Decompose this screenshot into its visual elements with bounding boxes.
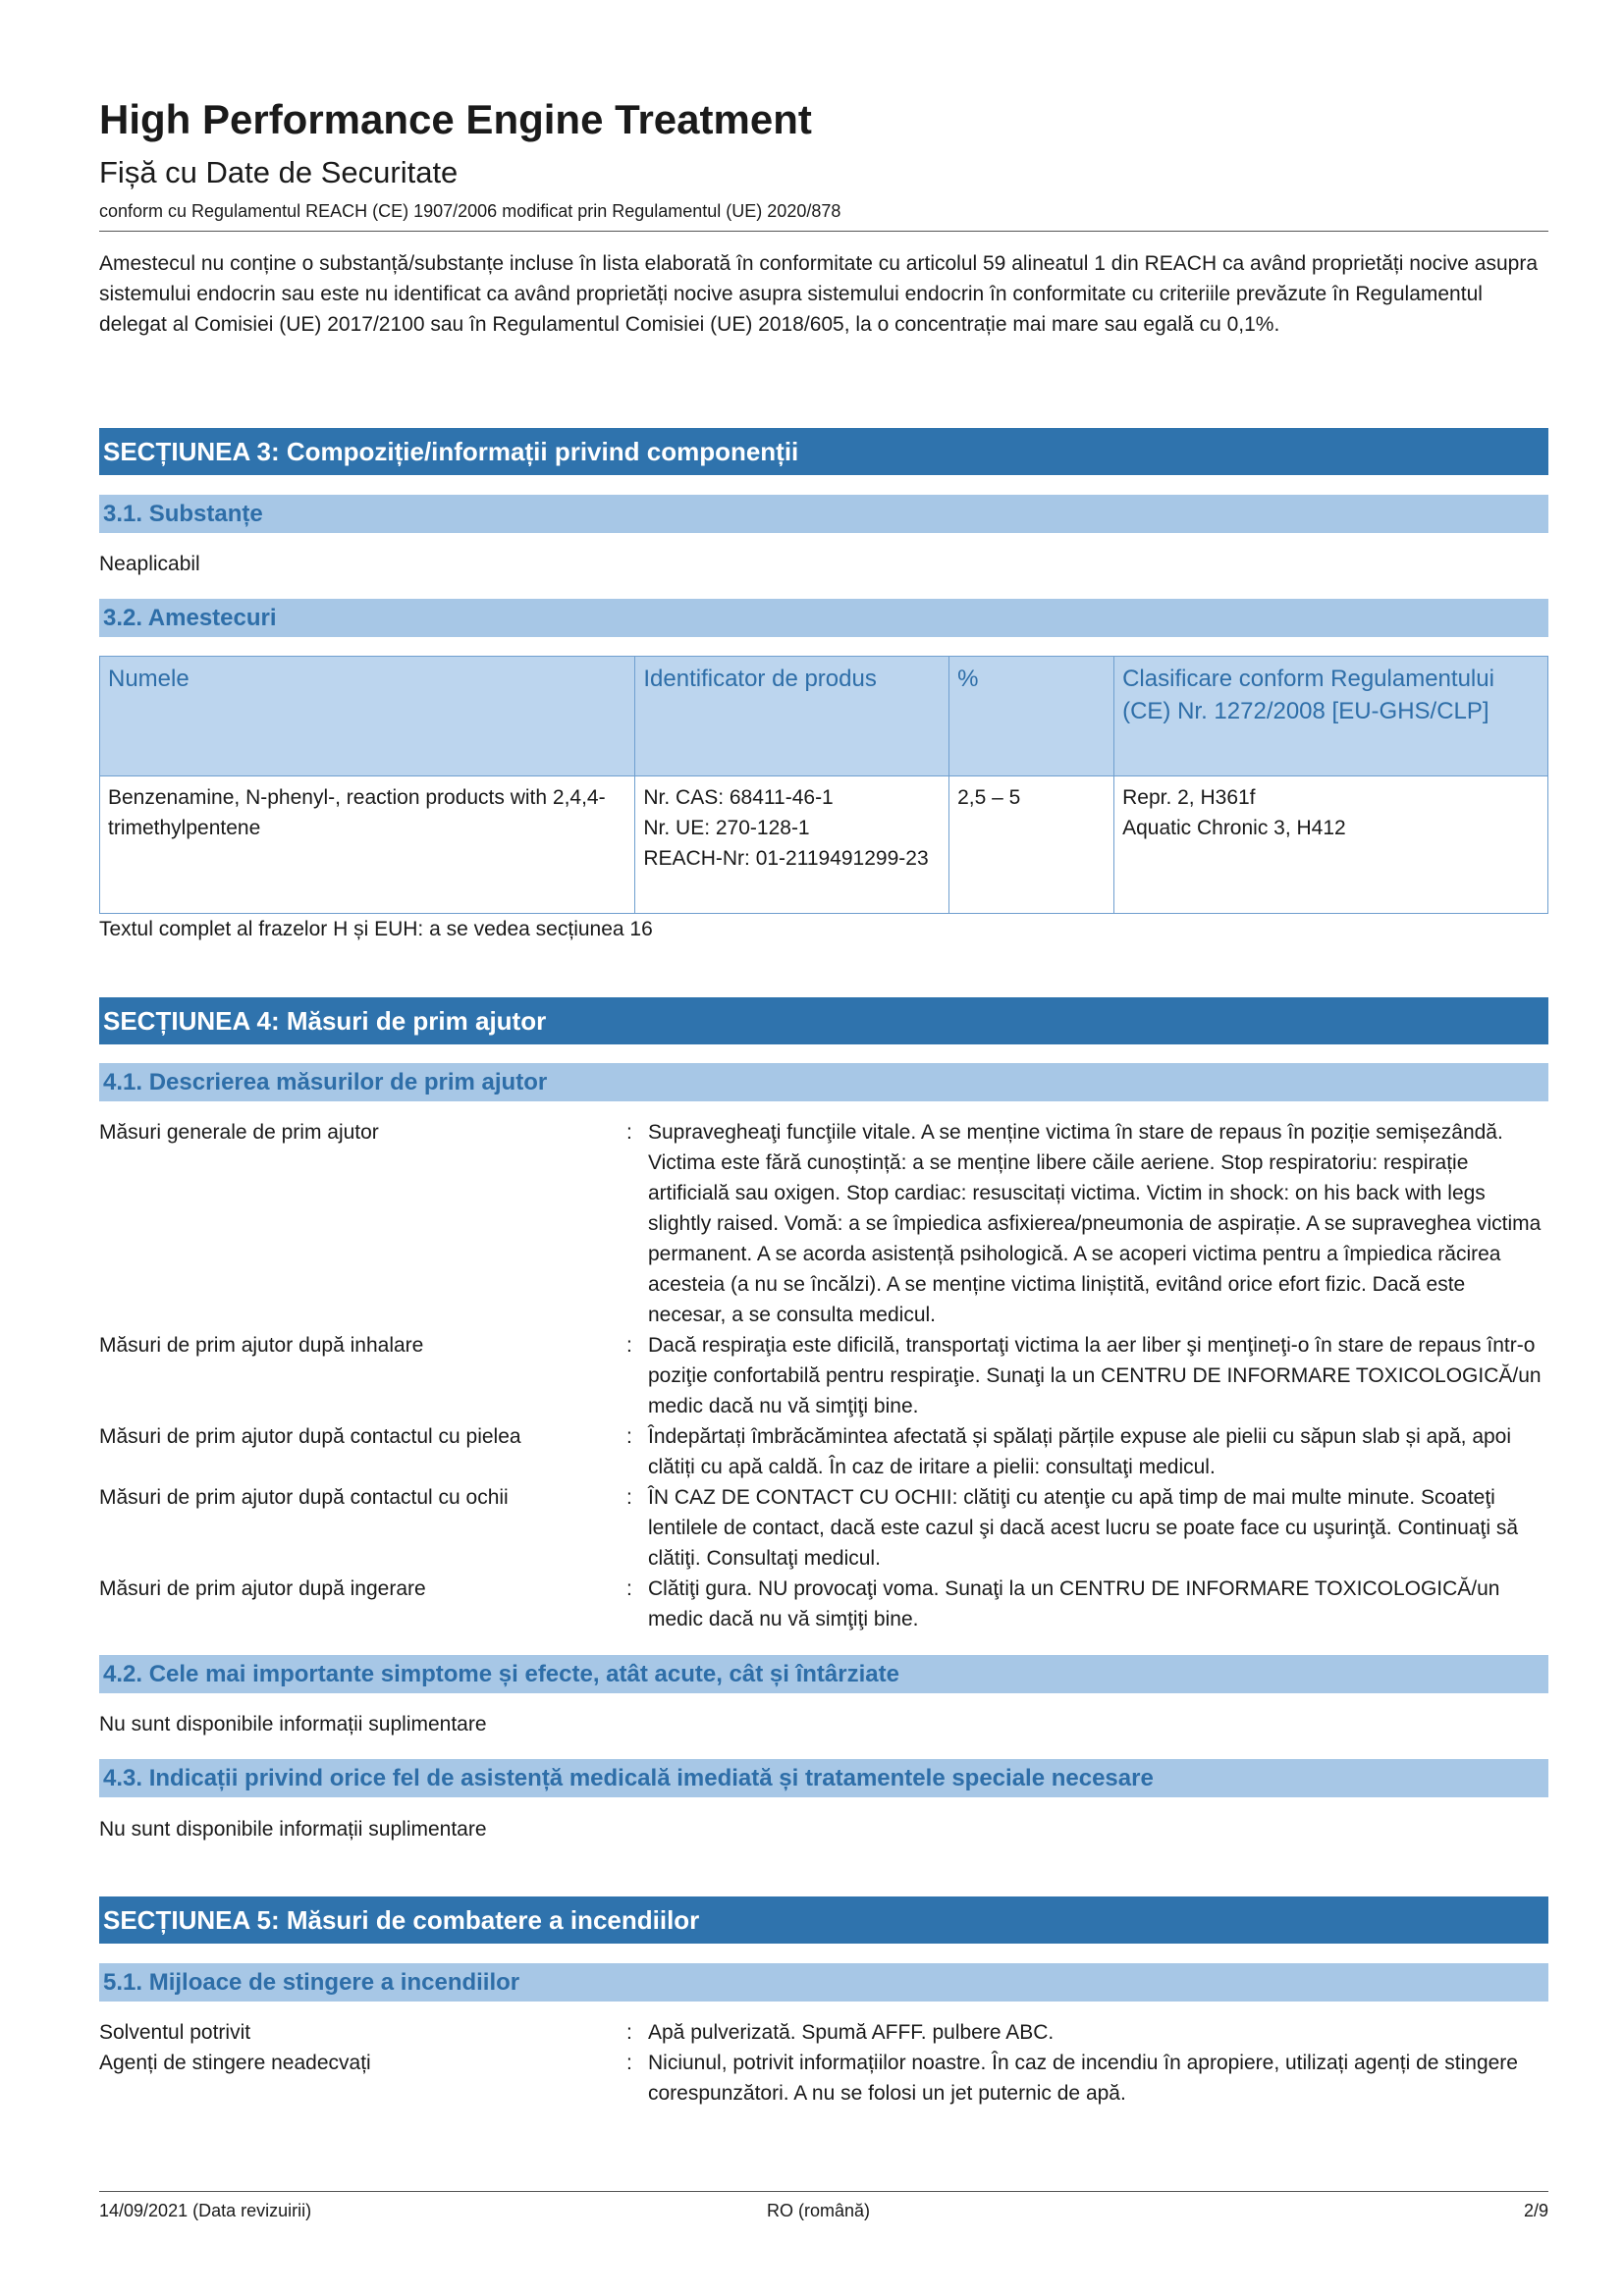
subsection-4-3-text: Nu sunt disponibile informații suplimentare: [99, 1818, 487, 1841]
separator: :: [626, 1121, 632, 1144]
item-label: Măsuri de prim ajutor după ingerare: [99, 1577, 426, 1600]
item-label: Solventul potrivit: [99, 2021, 251, 2044]
item-value: Niciunul, potrivit informațiilor noastre. În caz de incendiu în apropiere, utilizați agenți de stingere corespunzători. A nu se folosi un jet puternic de apă.: [648, 2052, 1518, 2105]
header-divider: [99, 231, 1548, 232]
regulation-reference: conform cu Regulamentul REACH (CE) 1907/2006 modificat prin Regulamentul (UE) 2020/878: [99, 201, 841, 221]
separator: :: [626, 1486, 632, 1509]
cell-substance-name: Benzenamine, N-phenyl-, reaction products with 2,4,4-trimethylpentene: [100, 776, 635, 914]
page-number: 2/9: [1523, 2201, 1548, 2220]
separator: :: [626, 2052, 632, 2074]
classification-line: Repr. 2, H361f: [1122, 786, 1256, 809]
subsection-4-1-heading: 4.1. Descrierea măsurilor de prim ajutor: [99, 1063, 1548, 1101]
item-value: Apă pulverizată. Spumă AFFF. pulbere ABC.: [648, 2021, 1055, 2044]
column-header-name: Numele: [100, 657, 635, 776]
column-header-percent: %: [949, 657, 1114, 776]
footer-divider: [99, 2191, 1548, 2192]
separator: :: [626, 2021, 632, 2044]
cas-number: Nr. CAS: 68411-46-1: [643, 786, 834, 809]
reach-number: REACH-Nr: 01-2119491299-23: [643, 847, 929, 870]
section-3-heading: SECȚIUNEA 3: Compoziție/informații privind componenții: [99, 428, 1548, 475]
item-value: ÎN CAZ DE CONTACT CU OCHII: clătiţi cu atenţie cu apă timp de mai multe minute. Scoateţi lentilele de contact, dacă este cazul şi dacă acest lucru se poate face cu uşurinţă. Continuaţi să clătiţi. Consultaţi medicul.: [648, 1486, 1519, 1570]
subsection-5-1-heading: 5.1. Mijloace de stingere a incendiilor: [99, 1963, 1548, 2002]
separator: :: [626, 1334, 632, 1357]
table-row: [100, 776, 1548, 914]
subsection-3-1-heading: 3.1. Substanțe: [99, 495, 1548, 533]
subsection-4-2-heading: 4.2. Cele mai importante simptome și efecte, atât acute, cât și întârziate: [99, 1655, 1548, 1693]
classification-line: Aquatic Chronic 3, H412: [1122, 817, 1346, 839]
item-label: Măsuri de prim ajutor după contactul cu ochii: [99, 1486, 509, 1509]
cell-classification: [1114, 776, 1548, 914]
separator: :: [626, 1425, 632, 1448]
subsection-4-3-heading: 4.3. Indicații privind orice fel de asistență medicală imediată și tratamentele speciale necesare: [99, 1759, 1548, 1797]
document-subtitle: Fișă cu Date de Securitate: [99, 155, 459, 189]
document-title: High Performance Engine Treatment: [99, 96, 812, 142]
subsection-4-2-text: Nu sunt disponibile informații suplimentare: [99, 1713, 487, 1735]
item-label: Măsuri de prim ajutor după contactul cu pielea: [99, 1425, 521, 1448]
revision-date: 14/09/2021 (Data revizuirii): [99, 2201, 312, 2220]
composition-table: [99, 656, 1548, 914]
item-value: Dacă respiraţia este dificilă, transportaţi victima la aer liber şi menţineţi-o în stare de repaus într-o poziţie confortabilă pentru respiraţie. Sunaţi la un CENTRU DE INFORMARE TOXICOLOGICĂ/un medic dacă nu vă simţiţi bine.: [648, 1334, 1542, 1417]
separator: :: [626, 1577, 632, 1600]
item-value: Clătiţi gura. NU provocaţi voma. Sunaţi la un CENTRU DE INFORMARE TOXICOLOGICĂ/un medic dacă nu vă simţiţi bine.: [648, 1577, 1500, 1630]
ue-number: Nr. UE: 270-128-1: [643, 817, 810, 839]
section-4-heading: SECȚIUNEA 4: Măsuri de prim ajutor: [99, 997, 1548, 1044]
table-header-row: [100, 657, 1548, 776]
item-value: Îndepărtați îmbrăcămintea afectată și spălați părțile expuse ale pielii cu săpun slab și apă, apoi clătiți cu apă caldă. În caz de iritare a pielii: consultaţi medicul.: [648, 1425, 1512, 1478]
section-5-heading: SECȚIUNEA 5: Măsuri de combatere a incendiilor: [99, 1896, 1548, 1944]
intro-paragraph: Amestecul nu conține o substanță/substanțe incluse în lista elaborată în conformitate cu articolul 59 alineatul 1 din REACH ca având proprietăți nocive asupra sistemului endocrin sau este nu identificat ca având proprietăți nocive asupra sistemului endocrin în conformitate cu criteriile prevăzute în Regulamentul delegat al Comisiei (UE) 2017/2100 sau în Regulamentul Comisiei (UE) 2018/605, la o concentrație mai mare sau egală cu 0,1%.: [99, 252, 1539, 336]
cell-percent: 2,5 – 5: [949, 776, 1114, 914]
column-header-classification: Clasificare conform Regulamentului (CE) Nr. 1272/2008 [EU-GHS/CLP]: [1114, 657, 1548, 776]
item-label: Agenți de stingere neadecvați: [99, 2052, 371, 2074]
item-value: Supravegheaţi funcţiile vitale. A se menține victima în stare de repaus în poziție semișezândă. Victima este fără cunoștință: a se menține libere căile aeriene. Stop respiratoriu: respirație artificială sau oxigen. Stop cardiac: resuscitați victima. Victim in shock: on his back with legs slightly raised. Vomă: a se împiedica asfixierea/pneumonia de aspirație. A se supraveghea victima permanent. A se acorda asistență psihologică. A se acoperi victima pentru a împiedica răcirea acesteia (a nu se încălzi). A se menține victima liniștită, evitând orice efort fizic. Dacă este necesar, a se consulta medicul.: [648, 1121, 1542, 1326]
language-label: RO (română): [767, 2201, 871, 2220]
subsection-3-2-heading: 3.2. Amestecuri: [99, 599, 1548, 637]
subsection-3-1-text: Neaplicabil: [99, 553, 200, 575]
column-header-identifier: Identificator de produs: [635, 657, 949, 776]
item-label: Măsuri de prim ajutor după inhalare: [99, 1334, 424, 1357]
item-label: Măsuri generale de prim ajutor: [99, 1121, 379, 1144]
cell-identifiers: [635, 776, 949, 914]
h-phrases-note: Textul complet al frazelor H și EUH: a se vedea secțiunea 16: [99, 918, 653, 940]
